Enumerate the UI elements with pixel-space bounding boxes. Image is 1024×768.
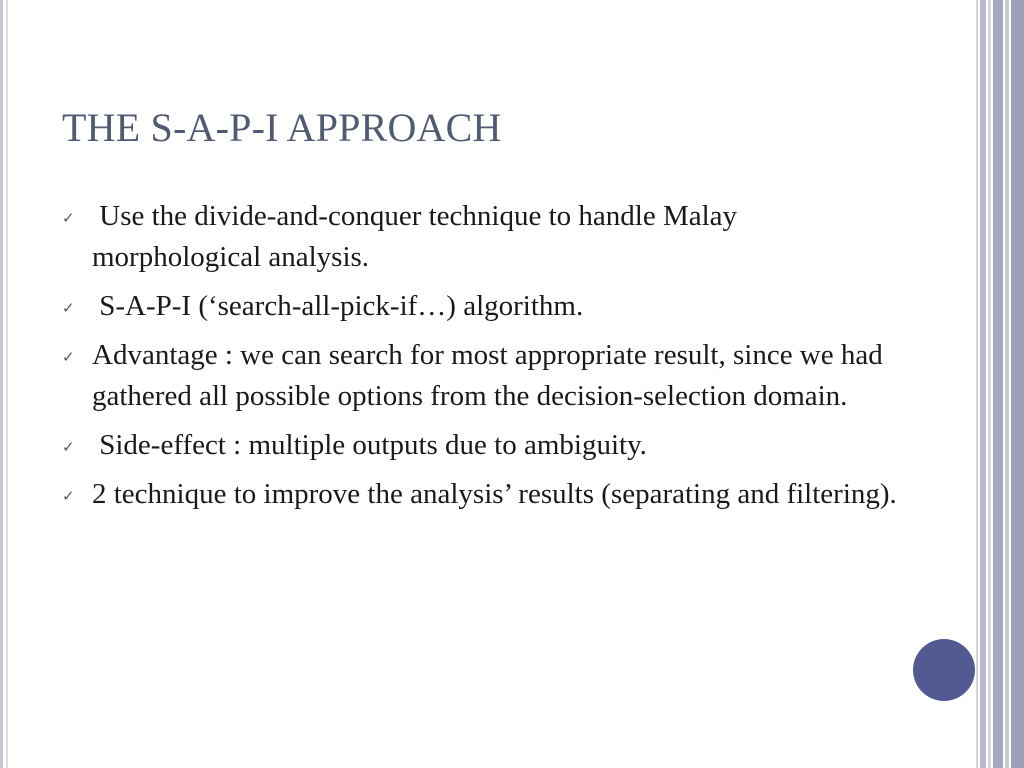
bullet-list — [60, 196, 900, 523]
checkmark-icon: ✓ — [62, 209, 75, 227]
stripe — [988, 0, 991, 768]
bullet-text: Use the divide-and-conquer technique to handle Malay morphological analysis. — [92, 200, 745, 273]
left-border-line — [0, 0, 3, 768]
stripe — [980, 0, 986, 768]
checkmark-icon: ✓ — [62, 487, 75, 505]
checkmark-icon: ✓ — [62, 299, 75, 317]
bullet-item — [60, 425, 900, 466]
decorative-circle — [913, 639, 975, 701]
checkmark-icon: ✓ — [62, 348, 75, 366]
bullet-text: Advantage : we can search for most appropriate result, since we had gathered all possible options from the decision-selection domain. — [92, 339, 890, 412]
bullet-item — [60, 196, 900, 278]
stripe — [993, 0, 1003, 768]
bullet-item — [60, 286, 900, 327]
stripe — [1011, 0, 1024, 768]
bullet-text: 2 technique to improve the analysis’ results (separating and filtering). — [92, 478, 897, 510]
right-decorative-stripes — [976, 0, 1024, 768]
bullet-text: Side-effect : multiple outputs due to ambiguity. — [92, 429, 647, 461]
slide-title: THE S-A-P-I APPROACH — [62, 105, 502, 150]
stripe — [1005, 0, 1009, 768]
stripe — [976, 0, 978, 768]
checkmark-icon: ✓ — [62, 438, 75, 456]
bullet-text: S-A-P-I (‘search-all-pick-if…) algorithm. — [92, 290, 584, 322]
left-border-line-inner — [6, 0, 8, 768]
bullet-item — [60, 335, 900, 417]
bullet-item — [60, 474, 900, 515]
